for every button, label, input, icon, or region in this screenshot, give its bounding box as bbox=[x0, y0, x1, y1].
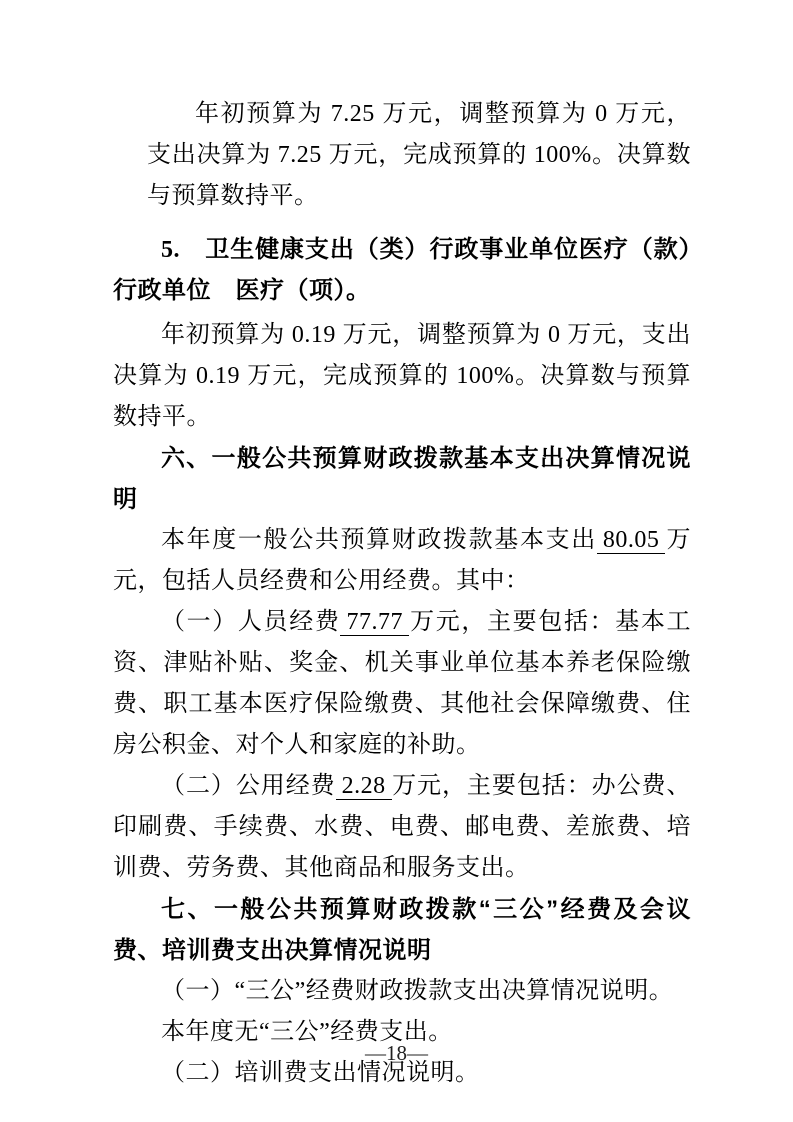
paragraph-public-expenses bbox=[113, 766, 691, 889]
document-body bbox=[113, 94, 691, 1094]
paragraph-sangong-none: 本年度无“三公”经费支出。 bbox=[161, 1019, 453, 1045]
underlined-value-personnel: 77.77 bbox=[340, 609, 409, 636]
heading-item-5-health-expenditure: 5. 卫生健康支出（类）行政事业单位医疗（款）行政单位 医疗（项）。 bbox=[113, 237, 691, 304]
paragraph-basic-expenditure-total bbox=[113, 520, 691, 602]
paragraph-sangong-subheading: （一）“三公”经费财政拨款支出决算情况说明。 bbox=[161, 978, 674, 1004]
heading-section-6-basic-expenditure: 六、一般公共预算财政拨款基本支出决算情况说明 bbox=[113, 445, 691, 513]
text-run-suffix: 万元，主要包括：基本工资、津贴补贴、奖金、机关事业单位基本养老保险缴费、职工基本医疗保险缴费、其他社会保障缴费、住房公积金、对个人和家庭的补助。 bbox=[113, 609, 692, 758]
paragraph-budget-0-19: 年初预算为 0.19 万元，调整预算为 0 万元，支出决算为 0.19 万元，完成预算的 100%。决算数与预算数持平。 bbox=[113, 322, 691, 430]
underlined-value-public: 2.28 bbox=[336, 773, 392, 800]
text-run-prefix: （二）公用经费 bbox=[161, 773, 336, 799]
text-run-suffix: 万元，包括人员经费和公用经费。其中： bbox=[113, 527, 692, 594]
text-run-prefix: 本年度一般公共预算财政拨款基本支出 bbox=[161, 527, 597, 553]
heading-section-7-sangong-expenses: 七、一般公共预算财政拨款“三公”经费及会议费、培训费支出决算情况说明 bbox=[113, 896, 691, 964]
paragraph-personnel-expenses bbox=[113, 602, 691, 766]
paragraph-budget-7-25: 年初预算为 7.25 万元，调整预算为 0 万元，支出决算为 7.25 万元，完成预算的 100%。决算数与预算数持平。 bbox=[147, 101, 691, 209]
paragraph-training-subheading: （二）培训费支出情况说明。 bbox=[161, 1060, 480, 1086]
page-number: —18— bbox=[365, 1041, 428, 1065]
text-run-prefix: （一）人员经费 bbox=[161, 609, 341, 635]
underlined-value-total: 80.05 bbox=[597, 527, 666, 554]
text-run-suffix: 万元，主要包括：办公费、印刷费、手续费、水费、电费、邮电费、差旅费、培训费、劳务费、其他商品和服务支出。 bbox=[113, 773, 692, 881]
